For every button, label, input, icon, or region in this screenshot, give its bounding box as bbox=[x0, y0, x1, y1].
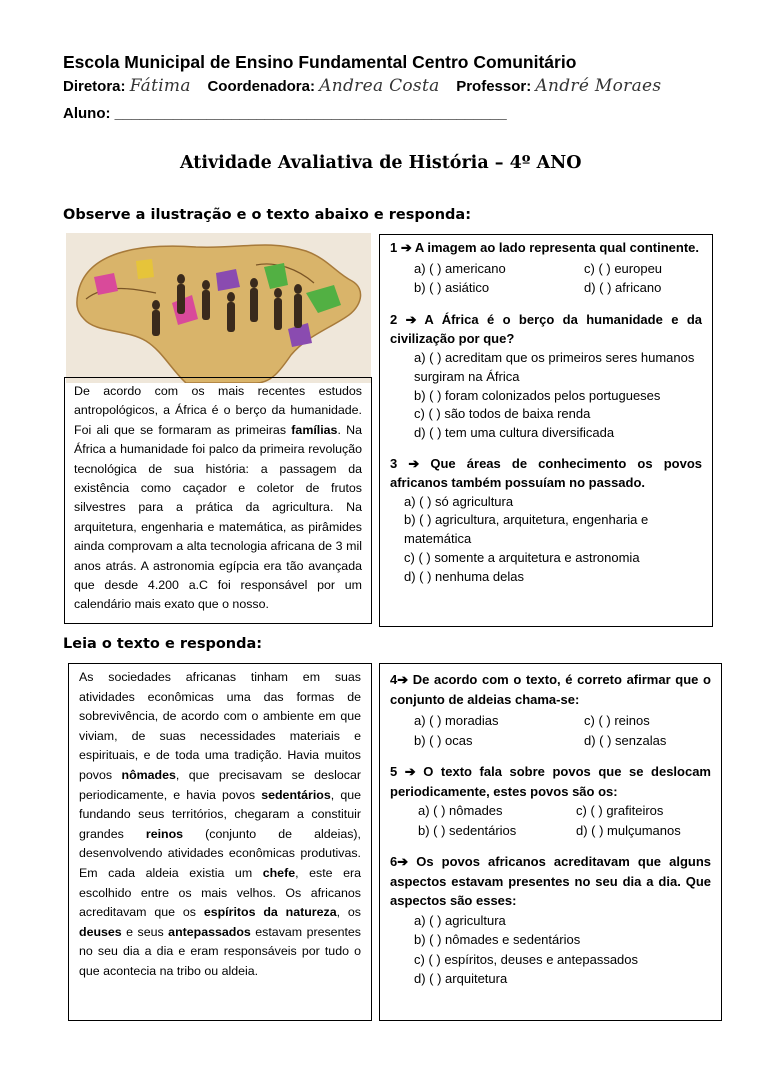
text2-part: , que precisavam se deslocar periodicamente, e havia povos bbox=[79, 767, 361, 802]
section2-heading: Leia o texto e responda: bbox=[63, 636, 263, 652]
text2-highlight: espíritos da natureza bbox=[203, 905, 337, 920]
question-5-title: 5 ➔ O texto fala sobre povos que se deslocam periodicamente, estes povos são os: bbox=[390, 764, 711, 799]
activity-title: Atividade Avaliativa de História – 4º ANO bbox=[180, 153, 582, 173]
teacher-label: Professor: bbox=[456, 78, 532, 95]
questions-box-2 bbox=[379, 663, 722, 1021]
map-region-pink bbox=[94, 273, 118, 295]
q3-option-b[interactable]: b) ( ) agricultura, arquitetura, engenharia e matemática bbox=[404, 512, 649, 547]
reading-box-2 bbox=[68, 663, 372, 1021]
text2-highlight: chefe bbox=[262, 865, 296, 880]
q1-option-d[interactable]: d) ( ) africano bbox=[584, 279, 662, 295]
q5-option-d[interactable]: d) ( ) mulçumanos bbox=[576, 822, 681, 838]
question-2-options bbox=[390, 349, 702, 443]
q6-option-c[interactable]: c) ( ) espíritos, deuses e antepassados bbox=[414, 951, 639, 967]
text2-part: As sociedades africanas tinham em suas atividades econômicas uma das formas de sobrevivência, de acordo com o ambiente em que viviam, de suas necessidades materiais e espirituais, e de toda uma tradição. Havia muitos povos bbox=[79, 670, 361, 782]
map-region-yellow bbox=[136, 259, 154, 279]
question-6-options bbox=[390, 911, 711, 989]
text1-part: De acordo com os mais recentes estudos antropológicos, a África é o berço da humanidade. Foi ali que se formaram as primeiras bbox=[74, 384, 362, 437]
staff-line bbox=[63, 76, 661, 96]
q4-option-c[interactable]: c) ( ) reinos bbox=[584, 713, 650, 728]
q6-option-a[interactable]: a) ( ) agricultura bbox=[414, 912, 506, 928]
q3-option-d[interactable]: d) ( ) nenhuma delas bbox=[404, 568, 524, 584]
question-3-options bbox=[390, 493, 702, 587]
question-4-title: 4➔ De acordo com o texto, é correto afirmar que o conjunto de aldeias chama-se: bbox=[390, 672, 711, 707]
text2-highlight: deuses bbox=[79, 924, 122, 939]
text1-highlight: famílias bbox=[291, 422, 338, 437]
director-label: Diretora: bbox=[63, 78, 126, 95]
text2-highlight: reinos bbox=[145, 826, 184, 841]
question-2-title: 2 ➔ A África é o berço da humanidade e da civilização por que? bbox=[390, 312, 702, 347]
text2-part: e seus bbox=[121, 924, 169, 939]
question-5-options bbox=[390, 801, 711, 840]
text2-highlight: nômades bbox=[121, 767, 176, 782]
q2-option-c[interactable]: c) ( ) são todos de baixa renda bbox=[414, 406, 591, 422]
q2-option-b[interactable]: b) ( ) foram colonizados pelos portugueses bbox=[414, 387, 661, 403]
q3-option-c[interactable]: c) ( ) somente a arquitetura e astronomia bbox=[404, 549, 640, 565]
q3-option-a[interactable]: a) ( ) só agricultura bbox=[404, 493, 514, 509]
q5-option-b[interactable]: b) ( ) sedentários bbox=[418, 822, 517, 838]
africa-illustration bbox=[66, 233, 371, 383]
text2-highlight: antepassados bbox=[168, 924, 251, 939]
q4-option-a[interactable]: a) ( ) moradias bbox=[414, 713, 499, 728]
reading-box-1 bbox=[64, 377, 372, 624]
school-name: Escola Municipal de Ensino Fundamental Centro Comunitário bbox=[63, 52, 577, 72]
question-4-options bbox=[390, 711, 711, 750]
text2-part: (conjunto de aldeias), desenvolvendo atividades econômicas produtivas. Em cada aldeia existia um bbox=[79, 826, 361, 880]
coordinator-label: Coordenadora: bbox=[207, 78, 315, 95]
text2-part: , este era escolhido entre os mais velhos. Os africanos acreditavam que os bbox=[79, 865, 362, 920]
q1-option-a[interactable]: a) ( ) americano bbox=[414, 260, 506, 276]
q4-option-b[interactable]: b) ( ) ocas bbox=[414, 732, 473, 748]
q6-option-b[interactable]: b) ( ) nômades e sedentários bbox=[414, 932, 581, 947]
coordinator-name: Andrea Costa bbox=[319, 76, 440, 96]
text2-part: , os bbox=[336, 905, 361, 920]
question-3-title: 3 ➔ Que áreas de conhecimento os povos africanos também possuíam no passado. bbox=[390, 455, 702, 490]
director-name: Fátima bbox=[129, 76, 191, 96]
question-6-title: 6➔ Os povos africanos acreditavam que alguns aspectos estavam presentes no seu dia a dia. Que aspectos são esses: bbox=[390, 854, 711, 908]
section1-heading: Observe a ilustração e o texto abaixo e responda: bbox=[63, 207, 471, 223]
questions-box-1 bbox=[379, 234, 713, 627]
text2-part: , que fundando seus territórios, chegaram a constituir grandes bbox=[79, 787, 361, 841]
q1-option-c[interactable]: c) ( ) europeu bbox=[584, 260, 663, 276]
q2-option-a[interactable]: a) ( ) acreditam que os primeiros seres humanos surgiram na África bbox=[414, 349, 695, 384]
africa-map-graphic bbox=[66, 233, 371, 383]
student-line[interactable]: Aluno: _______________________________________________ bbox=[63, 105, 507, 122]
text2-part: estavam presentes no seu dia a dia e eram responsáveis por tudo o que acontecia na tribo ou aldeia. bbox=[79, 924, 361, 978]
text2-highlight: sedentários bbox=[261, 787, 331, 802]
q4-option-d[interactable]: d) ( ) senzalas bbox=[584, 732, 667, 748]
question-1-options bbox=[390, 260, 702, 298]
q1-option-b[interactable]: b) ( ) asiático bbox=[414, 279, 490, 295]
teacher-name: André Moraes bbox=[535, 76, 662, 96]
text1-part: . Na África a humanidade foi palco da primeira revolução tecnológica de sua história: a passagem da existência como caçador e coletor de frutos silvestres para a prática da agricultura. Na arquitetura, engenharia e matemática, as pirâmides ainda comprovam a alta tecnologia africana de 3 mil anos atrás. A astronomia egípcia era tão avançada que desde 4.200 a.C foi responsável por um calendário mais exato que o nosso. bbox=[74, 422, 363, 612]
q6-option-d[interactable]: d) ( ) arquitetura bbox=[414, 971, 508, 986]
q5-option-c[interactable]: c) ( ) grafiteiros bbox=[576, 803, 664, 818]
question-1-title: 1 ➔ A imagem ao lado representa qual continente. bbox=[390, 240, 700, 255]
q2-option-d[interactable]: d) ( ) tem uma cultura diversificada bbox=[414, 425, 615, 441]
q5-option-a[interactable]: a) ( ) nômades bbox=[418, 803, 503, 818]
